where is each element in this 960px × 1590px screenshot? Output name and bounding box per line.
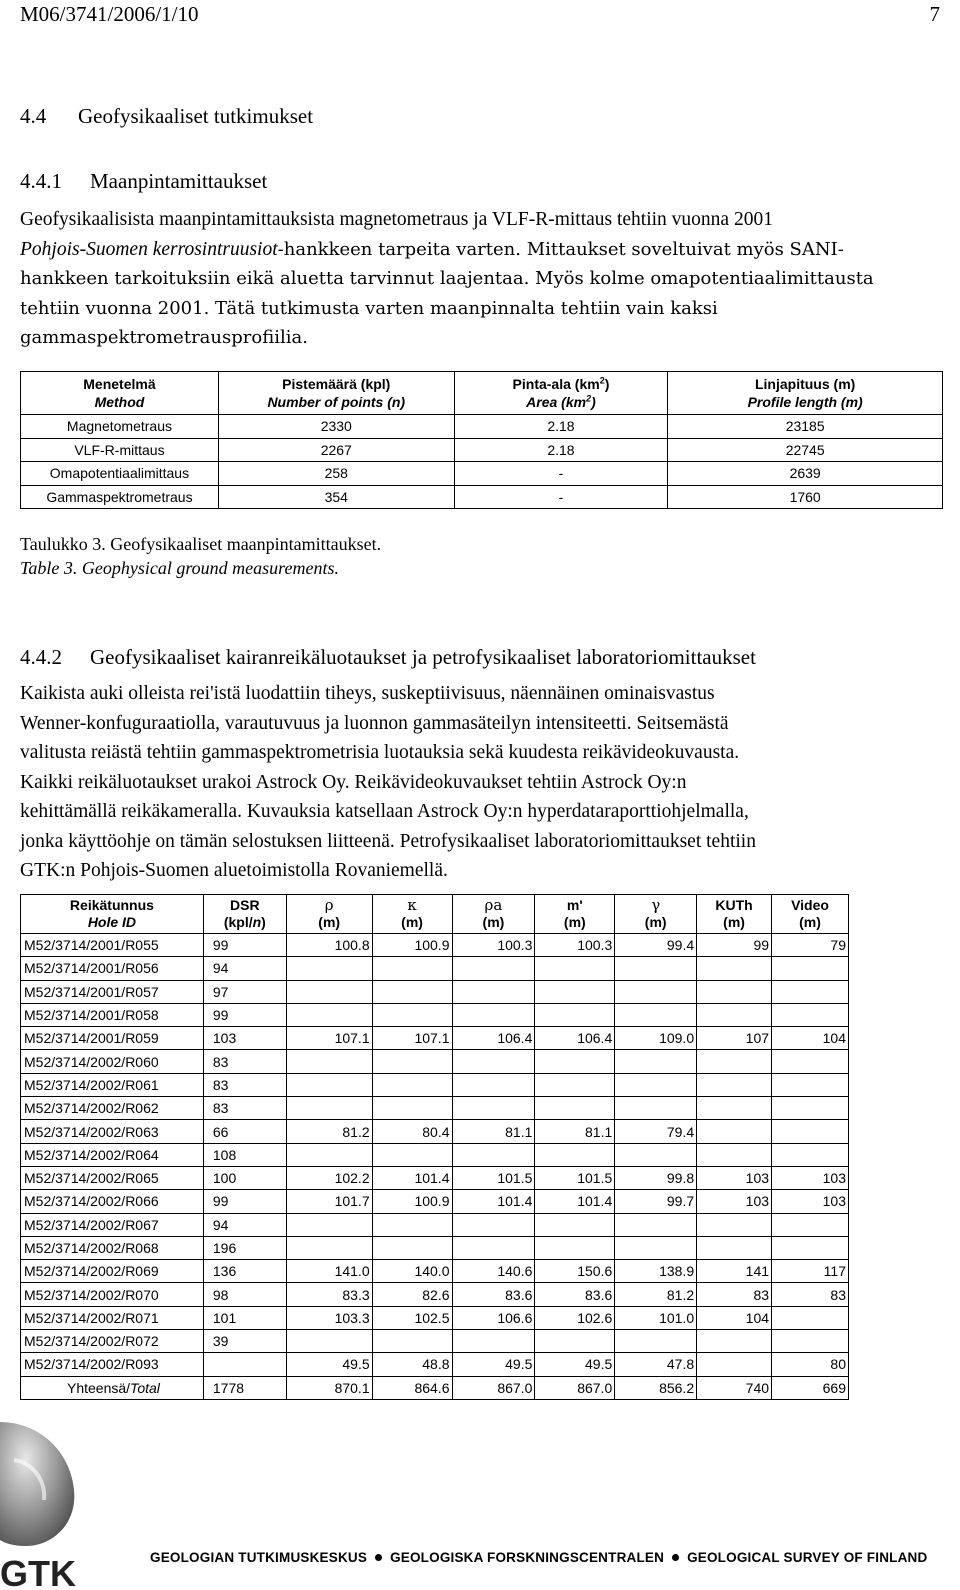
- cell-susceptibility: 82.6: [372, 1283, 452, 1306]
- cell-density: 141.0: [286, 1260, 372, 1283]
- cell-dsr: 1778: [203, 1376, 286, 1399]
- cell-gamma: 101.0: [615, 1306, 697, 1329]
- table-row: [21, 1003, 849, 1026]
- table-row: [21, 1050, 849, 1073]
- cell-density: [286, 1003, 372, 1026]
- cell-chargeability: [535, 1143, 615, 1166]
- column-header-dsr: DSR (kpl/n): [203, 895, 286, 934]
- cell-video: [772, 1073, 849, 1096]
- cell-gamma: [615, 1097, 697, 1120]
- logo-wordmark: GTK: [0, 1553, 76, 1590]
- cell-method: Omapotentiaalimittaus: [21, 462, 219, 486]
- cell-density: [286, 1330, 372, 1353]
- paragraph-line: gammaspektrometrausprofiilia.: [20, 327, 308, 348]
- cell-area: -: [454, 462, 668, 486]
- footer-org-en: GEOLOGICAL SURVEY OF FINLAND: [687, 1550, 928, 1565]
- cell-kuth: [697, 1073, 772, 1096]
- cell-chargeability: 101.4: [535, 1190, 615, 1213]
- cell-resistivity: [452, 957, 535, 980]
- cell-video: [772, 1003, 849, 1026]
- cell-length: 1760: [668, 485, 943, 509]
- cell-susceptibility: [372, 1073, 452, 1096]
- cell-resistivity: 83.6: [452, 1283, 535, 1306]
- cell-kuth: 99: [697, 934, 772, 957]
- cell-density: 107.1: [286, 1027, 372, 1050]
- column-header-area: Pinta-ala $(km^2)$ Area $(km^2)$: [454, 372, 668, 415]
- table-caption-fi: Taulukko 3. Geofysikaaliset maanpintamittaukset.: [20, 534, 382, 554]
- paragraph-line: Geofysikaalisista maanpintamittauksista magnetometraus ja VLF-R-mittaus tehtiin vuonna 2001: [20, 209, 773, 230]
- table-row: [21, 1260, 849, 1283]
- cell-hole-id: M52/3714/2002/R072: [21, 1330, 204, 1353]
- cell-chargeability: 106.4: [535, 1027, 615, 1050]
- column-header-method: Menetelmä Method: [21, 372, 219, 415]
- cell-resistivity: [452, 1073, 535, 1096]
- cell-susceptibility: [372, 1050, 452, 1073]
- cell-kuth: [697, 1120, 772, 1143]
- subsection-title: Geofysikaaliset kairanreikäluotaukset ja petrofysikaaliset laboratoriomittaukset: [90, 645, 756, 669]
- page-number: 7: [929, 2, 940, 26]
- cell-susceptibility: 100.9: [372, 1190, 452, 1213]
- cell-video: [772, 980, 849, 1003]
- column-header-resistivity: ρa (m): [452, 895, 535, 934]
- project-name: Pohjois-Suomen kerrosintruusiot: [20, 238, 278, 260]
- cell-chargeability: [535, 1097, 615, 1120]
- cell-points: 2330: [218, 415, 454, 439]
- table-row: [21, 1283, 849, 1306]
- cell-susceptibility: [372, 1143, 452, 1166]
- cell-gamma: [615, 1073, 697, 1096]
- cell-susceptibility: [372, 1236, 452, 1259]
- cell-chargeability: [535, 1236, 615, 1259]
- cell-dsr: 94: [203, 957, 286, 980]
- cell-hole-id: M52/3714/2002/R064: [21, 1143, 204, 1166]
- cell-gamma: 99.4: [615, 934, 697, 957]
- cell-dsr: 100: [203, 1166, 286, 1189]
- table-row: [21, 980, 849, 1003]
- cell-resistivity: [452, 1236, 535, 1259]
- cell-density: [286, 980, 372, 1003]
- paragraph-2: [20, 679, 945, 886]
- cell-density: [286, 957, 372, 980]
- cell-gamma: 99.7: [615, 1190, 697, 1213]
- cell-length: 22745: [668, 438, 943, 462]
- cell-chargeability: [535, 1073, 615, 1096]
- cell-resistivity: 867.0: [452, 1376, 535, 1399]
- column-header-chargeability: m' (m): [535, 895, 615, 934]
- paragraph-line: tehtiin vuonna 2001. Tätä tutkimusta varten maanpinnalta tehtiin vain kaksi: [20, 297, 718, 319]
- cell-chargeability: 101.5: [535, 1166, 615, 1189]
- cell-video: 83: [772, 1283, 849, 1306]
- cell-dsr: 136: [203, 1260, 286, 1283]
- cell-susceptibility: [372, 1097, 452, 1120]
- cell-resistivity: [452, 1050, 535, 1073]
- cell-chargeability: 867.0: [535, 1376, 615, 1399]
- paragraph-line: Wenner-konfuguraatiolla, varautuvuus ja luonnon gammasäteilyn intensiteetti. Seitsemästä: [20, 712, 729, 734]
- paragraph-line: Kaikista auki olleista rei'istä luodattiin tiheys, suskeptiivisuus, näennäinen ominaisvastus: [20, 683, 715, 704]
- cell-dsr: 83: [203, 1050, 286, 1073]
- table-row: [21, 438, 943, 462]
- cell-susceptibility: 107.1: [372, 1027, 452, 1050]
- table-total-row: [21, 1376, 849, 1399]
- cell-gamma: [615, 1143, 697, 1166]
- cell-area: 2.18: [454, 438, 668, 462]
- table-caption-en: Table 3. Geophysical ground measurements.: [20, 558, 339, 578]
- cell-gamma: [615, 1330, 697, 1353]
- cell-gamma: 856.2: [615, 1376, 697, 1399]
- cell-dsr: 83: [203, 1073, 286, 1096]
- paragraph-text: -hankkeen tarpeita varten. Mittaukset soveltuivat myös SANI-: [277, 238, 844, 260]
- subsection-number: 4.4.1: [20, 169, 62, 193]
- cell-gamma: [615, 1236, 697, 1259]
- table-row: [21, 1073, 849, 1096]
- cell-hole-id: M52/3714/2001/R056: [21, 957, 204, 980]
- section-title: Geofysikaaliset tutkimukset: [78, 104, 314, 128]
- cell-hole-id: M52/3714/2002/R071: [21, 1306, 204, 1329]
- cell-dsr: 101: [203, 1306, 286, 1329]
- cell-density: 101.7: [286, 1190, 372, 1213]
- column-header-video: Video (m): [772, 895, 849, 934]
- ground-measurements-table: [20, 371, 943, 509]
- table-row: [21, 1120, 849, 1143]
- cell-kuth: [697, 1097, 772, 1120]
- cell-density: [286, 1073, 372, 1096]
- cell-hole-id: M52/3714/2002/R069: [21, 1260, 204, 1283]
- table-row: [21, 1306, 849, 1329]
- cell-susceptibility: 101.4: [372, 1166, 452, 1189]
- cell-video: [772, 1213, 849, 1236]
- column-header-kuth: KUTh (m): [697, 895, 772, 934]
- cell-hole-id: M52/3714/2002/R061: [21, 1073, 204, 1096]
- cell-resistivity: 81.1: [452, 1120, 535, 1143]
- column-header-gamma: γ (m): [615, 895, 697, 934]
- cell-method: Gammaspektrometraus: [21, 485, 219, 509]
- cell-dsr: 108: [203, 1143, 286, 1166]
- cell-hole-id: M52/3714/2001/R058: [21, 1003, 204, 1026]
- cell-susceptibility: [372, 1213, 452, 1236]
- cell-susceptibility: 102.5: [372, 1306, 452, 1329]
- table-row: [21, 485, 943, 509]
- cell-resistivity: [452, 980, 535, 1003]
- cell-kuth: 103: [697, 1166, 772, 1189]
- cell-dsr: 98: [203, 1283, 286, 1306]
- subsection-heading-2: [20, 645, 756, 670]
- cell-gamma: 99.8: [615, 1166, 697, 1189]
- cell-kuth: 83: [697, 1283, 772, 1306]
- cell-gamma: 138.9: [615, 1260, 697, 1283]
- cell-density: 83.3: [286, 1283, 372, 1306]
- cell-density: [286, 1213, 372, 1236]
- borehole-table-body: [21, 934, 849, 1400]
- gtk-logo: [0, 1420, 90, 1590]
- cell-kuth: 107: [697, 1027, 772, 1050]
- column-header-density: ρ (m): [286, 895, 372, 934]
- cell-kuth: 740: [697, 1376, 772, 1399]
- cell-video: [772, 1330, 849, 1353]
- table-row: [21, 934, 849, 957]
- paragraph-line: hankkeen tarkoituksiin eikä aluetta tarvinnut laajentaa. Myös kolme omapotentiaalimittausta: [20, 268, 874, 289]
- cell-gamma: [615, 1050, 697, 1073]
- cell-hole-id: M52/3714/2002/R063: [21, 1120, 204, 1143]
- paragraph-line: GTK:n Pohjois-Suomen aluetoimistolla Rovaniemellä.: [20, 860, 448, 881]
- cell-video: [772, 1306, 849, 1329]
- cell-kuth: [697, 1050, 772, 1073]
- cell-dsr: 99: [203, 1003, 286, 1026]
- cell-length: 23185: [668, 415, 943, 439]
- cell-density: [286, 1143, 372, 1166]
- paragraph-line: Kaikki reikäluotaukset urakoi Astrock Oy. Reikävideokuvaukset tehtiin Astrock Oy:n: [20, 771, 687, 793]
- table-header-row: [21, 372, 943, 415]
- cell-resistivity: 100.3: [452, 934, 535, 957]
- cell-gamma: [615, 957, 697, 980]
- cell-gamma: 79.4: [615, 1120, 697, 1143]
- cell-density: 103.3: [286, 1306, 372, 1329]
- cell-total-label: Yhteensä/Total: [21, 1376, 204, 1399]
- subsection-title: Maanpintamittaukset: [90, 169, 268, 193]
- cell-chargeability: 83.6: [535, 1283, 615, 1306]
- subsection-number: 4.4.2: [20, 645, 62, 669]
- table-row: [21, 1353, 849, 1376]
- footer-org-sv: GEOLOGISKA FORSKNINGSCENTRALEN: [390, 1550, 665, 1565]
- cell-density: 100.8: [286, 934, 372, 957]
- cell-susceptibility: [372, 957, 452, 980]
- cell-video: [772, 957, 849, 980]
- cell-video: 104: [772, 1027, 849, 1050]
- cell-hole-id: M52/3714/2002/R067: [21, 1213, 204, 1236]
- paragraph-1: [20, 205, 945, 353]
- cell-density: 102.2: [286, 1166, 372, 1189]
- cell-video: [772, 1143, 849, 1166]
- cell-susceptibility: 140.0: [372, 1260, 452, 1283]
- cell-points: 2267: [218, 438, 454, 462]
- cell-video: [772, 1120, 849, 1143]
- cell-chargeability: [535, 957, 615, 980]
- cell-susceptibility: 100.9: [372, 934, 452, 957]
- table-row: [21, 1097, 849, 1120]
- paragraph-line: kehittämällä reikäkameralla. Kuvauksia katsellaan Astrock Oy:n hyperdataraporttiohjelmalla,: [20, 801, 749, 822]
- cell-dsr: 83: [203, 1097, 286, 1120]
- cell-resistivity: [452, 1330, 535, 1353]
- cell-length: 2639: [668, 462, 943, 486]
- subsection-heading-1: [20, 169, 267, 194]
- cell-kuth: [697, 980, 772, 1003]
- table-row: [21, 415, 943, 439]
- cell-dsr: 39: [203, 1330, 286, 1353]
- separator-dot-icon: [375, 1554, 382, 1561]
- borehole-measurements-table: [20, 894, 849, 1400]
- cell-dsr: 99: [203, 934, 286, 957]
- cell-chargeability: [535, 1050, 615, 1073]
- table-row: [21, 1027, 849, 1050]
- cell-chargeability: [535, 1003, 615, 1026]
- footer-org-fi: GEOLOGIAN TUTKIMUSKESKUS: [150, 1550, 368, 1565]
- cell-hole-id: M52/3714/2001/R055: [21, 934, 204, 957]
- cell-video: 103: [772, 1166, 849, 1189]
- cell-gamma: [615, 1003, 697, 1026]
- cell-density: [286, 1236, 372, 1259]
- cell-gamma: 47.8: [615, 1353, 697, 1376]
- cell-dsr: 66: [203, 1120, 286, 1143]
- paragraph-line: jonka käyttöohje on tämän selostuksen liitteenä. Petrofysikaaliset laboratoriomittaukset tehtiin: [20, 830, 756, 852]
- cell-kuth: [697, 1143, 772, 1166]
- cell-density: 49.5: [286, 1353, 372, 1376]
- table-row: [21, 957, 849, 980]
- cell-kuth: 141: [697, 1260, 772, 1283]
- cell-video: [772, 1236, 849, 1259]
- cell-chargeability: 100.3: [535, 934, 615, 957]
- cell-video: 117: [772, 1260, 849, 1283]
- cell-area: 2.18: [454, 415, 668, 439]
- separator-dot-icon: [672, 1554, 679, 1561]
- cell-gamma: [615, 1213, 697, 1236]
- cell-points: 354: [218, 485, 454, 509]
- cell-kuth: [697, 1213, 772, 1236]
- cell-density: [286, 1050, 372, 1073]
- section-number: 4.4: [20, 104, 47, 128]
- cell-chargeability: 81.1: [535, 1120, 615, 1143]
- cell-resistivity: [452, 1097, 535, 1120]
- cell-resistivity: 49.5: [452, 1353, 535, 1376]
- cell-resistivity: 101.4: [452, 1190, 535, 1213]
- cell-density: 81.2: [286, 1120, 372, 1143]
- cell-hole-id: M52/3714/2002/R062: [21, 1097, 204, 1120]
- cell-resistivity: [452, 1003, 535, 1026]
- section-heading: [20, 104, 313, 129]
- cell-method: VLF-R-mittaus: [21, 438, 219, 462]
- cell-chargeability: 150.6: [535, 1260, 615, 1283]
- column-header-points: Pistemäärä (kpl) Number of points (n): [218, 372, 454, 415]
- cell-gamma: 81.2: [615, 1283, 697, 1306]
- cell-dsr: [203, 1353, 286, 1376]
- cell-dsr: 94: [203, 1213, 286, 1236]
- table-row: [21, 1213, 849, 1236]
- cell-resistivity: 101.5: [452, 1166, 535, 1189]
- cell-kuth: 104: [697, 1306, 772, 1329]
- cell-hole-id: M52/3714/2002/R060: [21, 1050, 204, 1073]
- table-row: [21, 1166, 849, 1189]
- cell-susceptibility: 864.6: [372, 1376, 452, 1399]
- cell-hole-id: M52/3714/2002/R093: [21, 1353, 204, 1376]
- cell-hole-id: M52/3714/2002/R070: [21, 1283, 204, 1306]
- cell-video: 80: [772, 1353, 849, 1376]
- table-row: [21, 1143, 849, 1166]
- cell-susceptibility: [372, 1330, 452, 1353]
- cell-kuth: [697, 957, 772, 980]
- table-row: [21, 1190, 849, 1213]
- table-row: [21, 1236, 849, 1259]
- cell-density: 870.1: [286, 1376, 372, 1399]
- cell-video: 103: [772, 1190, 849, 1213]
- cell-area: -: [454, 485, 668, 509]
- table-row: [21, 462, 943, 486]
- cell-resistivity: [452, 1213, 535, 1236]
- cell-points: 258: [218, 462, 454, 486]
- cell-gamma: 109.0: [615, 1027, 697, 1050]
- cell-chargeability: [535, 1213, 615, 1236]
- cell-hole-id: M52/3714/2001/R059: [21, 1027, 204, 1050]
- footer-organizations: [150, 1550, 927, 1565]
- table-row: [21, 1330, 849, 1353]
- cell-method: Magnetometraus: [21, 415, 219, 439]
- cell-kuth: [697, 1003, 772, 1026]
- cell-chargeability: 102.6: [535, 1306, 615, 1329]
- cell-resistivity: [452, 1143, 535, 1166]
- cell-chargeability: 49.5: [535, 1353, 615, 1376]
- cell-susceptibility: 80.4: [372, 1120, 452, 1143]
- cell-susceptibility: [372, 980, 452, 1003]
- cell-kuth: 103: [697, 1190, 772, 1213]
- paragraph-line: [20, 235, 945, 265]
- cell-hole-id: M52/3714/2001/R057: [21, 980, 204, 1003]
- column-header-length: Linjapituus (m) Profile length (m): [668, 372, 943, 415]
- cell-kuth: [697, 1236, 772, 1259]
- column-header-hole-id: Reikätunnus Hole ID: [21, 895, 204, 934]
- cell-gamma: [615, 980, 697, 1003]
- cell-video: [772, 1050, 849, 1073]
- cell-hole-id: M52/3714/2002/R065: [21, 1166, 204, 1189]
- cell-kuth: [697, 1330, 772, 1353]
- cell-chargeability: [535, 980, 615, 1003]
- cell-video: 669: [772, 1376, 849, 1399]
- cell-resistivity: 106.4: [452, 1027, 535, 1050]
- cell-dsr: 97: [203, 980, 286, 1003]
- cell-density: [286, 1097, 372, 1120]
- cell-kuth: [697, 1353, 772, 1376]
- cell-susceptibility: 48.8: [372, 1353, 452, 1376]
- cell-dsr: 103: [203, 1027, 286, 1050]
- paragraph-line: valitusta reiästä tehtiin gammaspektrometrisia luotauksia sekä kuudesta reikävideokuvausta.: [20, 742, 740, 763]
- cell-chargeability: [535, 1330, 615, 1353]
- cell-hole-id: M52/3714/2002/R066: [21, 1190, 204, 1213]
- column-header-susceptibility: κ (m): [372, 895, 452, 934]
- table-header-row: [21, 895, 849, 934]
- cell-dsr: 196: [203, 1236, 286, 1259]
- cell-susceptibility: [372, 1003, 452, 1026]
- cell-video: 79: [772, 934, 849, 957]
- cell-hole-id: M52/3714/2002/R068: [21, 1236, 204, 1259]
- cell-resistivity: 106.6: [452, 1306, 535, 1329]
- document-code: M06/3741/2006/1/10: [20, 2, 199, 26]
- cell-video: [772, 1097, 849, 1120]
- cell-resistivity: 140.6: [452, 1260, 535, 1283]
- cell-dsr: 99: [203, 1190, 286, 1213]
